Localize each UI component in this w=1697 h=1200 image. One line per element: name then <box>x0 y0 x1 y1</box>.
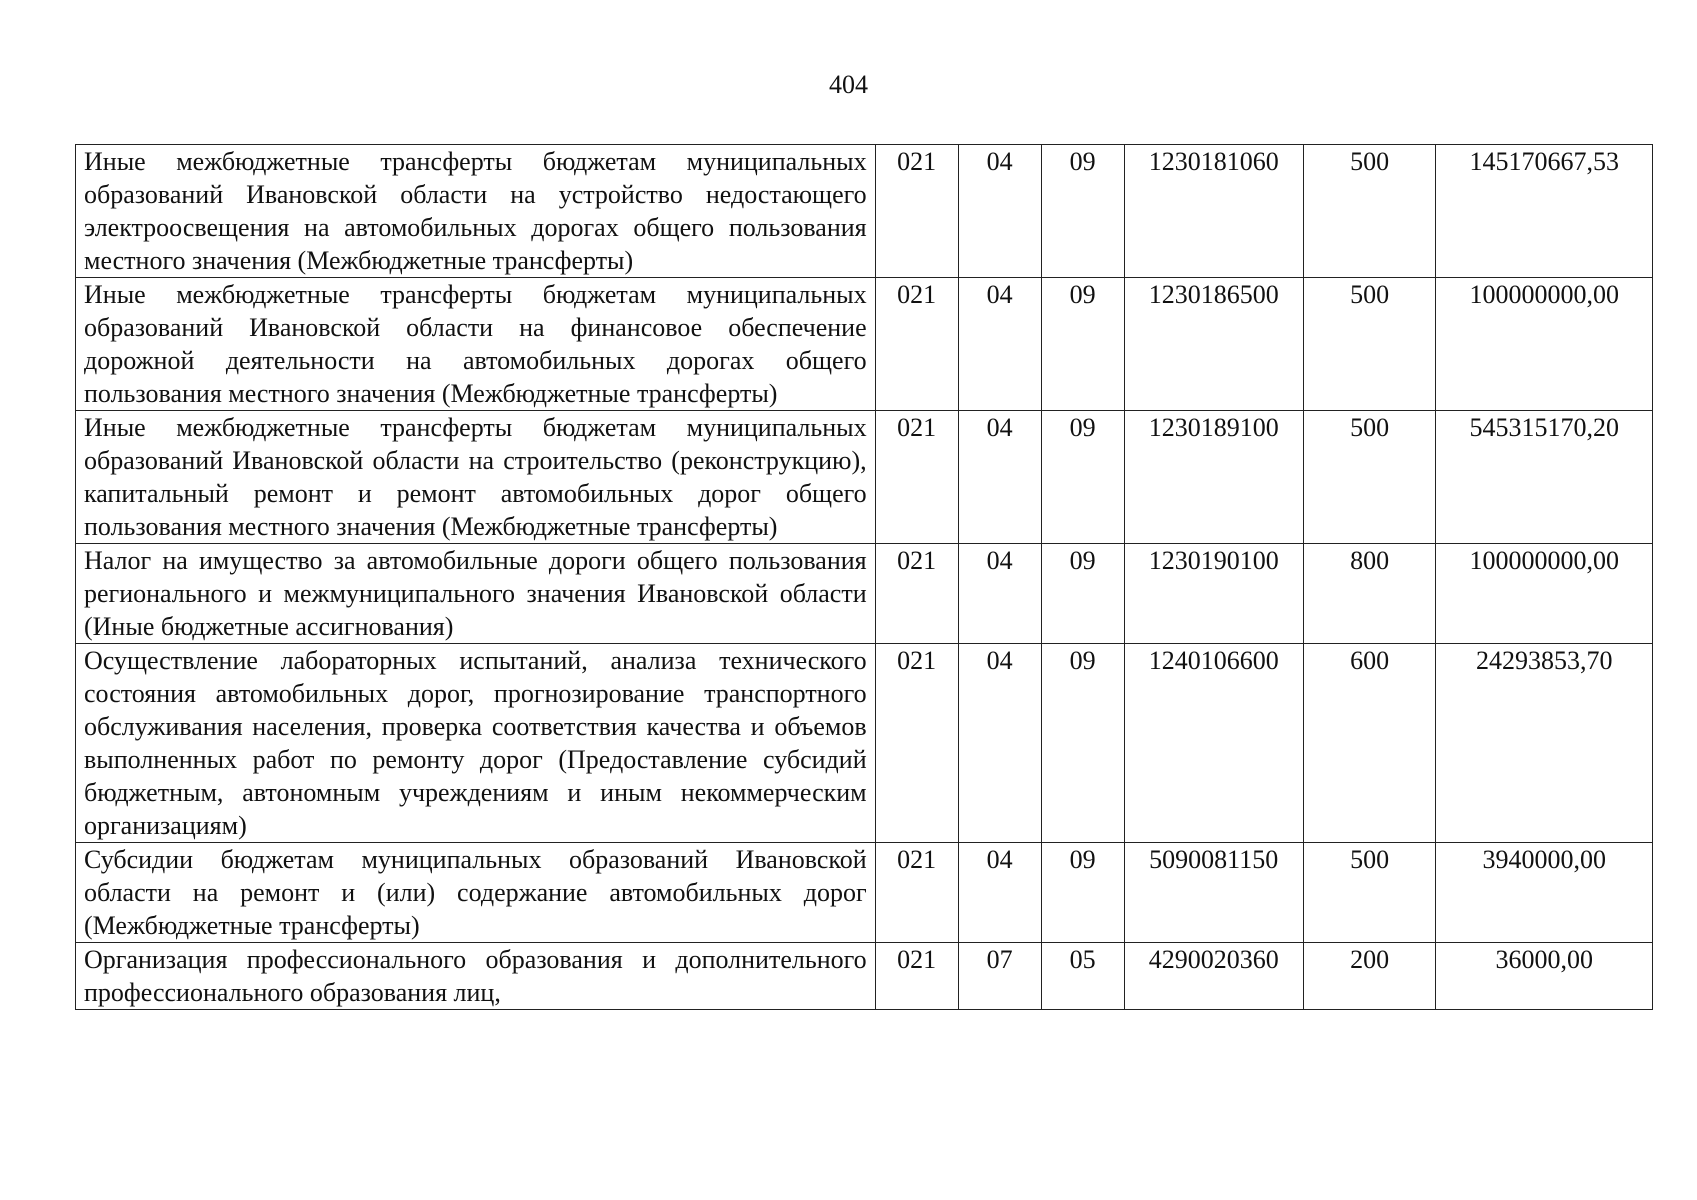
row-expense-type-code: 600 <box>1303 644 1436 843</box>
row-grbs-code: 021 <box>875 943 958 1010</box>
table-row <box>76 411 1653 544</box>
row-target-article-code: 1230189100 <box>1124 411 1303 544</box>
row-grbs-code: 021 <box>875 411 958 544</box>
row-target-article-code: 1230181060 <box>1124 145 1303 278</box>
row-amount: 100000000,00 <box>1436 278 1653 411</box>
row-description: Иные межбюджетные трансферты бюджетам муниципальных образований Ивановской области на строительство (реконструкцию), капитальный ремонт и ремонт автомобильных дорог общего пользования местного значения (Межбюджетные трансферты) <box>76 411 876 544</box>
row-grbs-code: 021 <box>875 644 958 843</box>
row-description <box>76 943 876 1010</box>
row-description: Иные межбюджетные трансферты бюджетам муниципальных образований Ивановской области на устройство недостающего электроосвещения на автомобильных дорогах общего пользования местного значения (Межбюджетные трансферты) <box>76 145 876 278</box>
row-section-code: 04 <box>958 278 1041 411</box>
row-subsection-code: 09 <box>1041 411 1124 544</box>
row-target-article-code: 1240106600 <box>1124 644 1303 843</box>
budget-table <box>75 144 1653 1010</box>
row-grbs-code: 021 <box>875 145 958 278</box>
table-row <box>76 943 1653 1010</box>
row-subsection-code: 09 <box>1041 843 1124 943</box>
table-row <box>76 644 1653 843</box>
page-number: 404 <box>829 70 868 99</box>
row-section-code: 04 <box>958 544 1041 644</box>
row-description: Субсидии бюджетам муниципальных образований Ивановской области на ремонт и (или) содержание автомобильных дорог (Межбюджетные трансферты) <box>76 843 876 943</box>
row-expense-type-code: 500 <box>1303 411 1436 544</box>
table-row <box>76 278 1653 411</box>
row-target-article-code: 5090081150 <box>1124 843 1303 943</box>
row-section-code: 04 <box>958 644 1041 843</box>
row-expense-type-code: 800 <box>1303 544 1436 644</box>
table-row <box>76 843 1653 943</box>
row-subsection-code: 09 <box>1041 145 1124 278</box>
row-description: Осуществление лабораторных испытаний, анализа технического состояния автомобильных дорог, прогнозирование транспортного обслуживания населения, проверка соответствия качества и объемов выполненных работ по ремонту дорог (Предоставление субсидий бюджетным, автономным учреждениям и иным некоммерческим организациям) <box>76 644 876 843</box>
row-subsection-code: 09 <box>1041 544 1124 644</box>
row-target-article-code: 4290020360 <box>1124 943 1303 1010</box>
table-row <box>76 544 1653 644</box>
row-section-code: 04 <box>958 145 1041 278</box>
row-amount: 145170667,53 <box>1436 145 1653 278</box>
row-subsection-code: 05 <box>1041 943 1124 1010</box>
row-amount: 3940000,00 <box>1436 843 1653 943</box>
row-description: Налог на имущество за автомобильные дороги общего пользования регионального и межмуниципального значения Ивановской области (Иные бюджетные ассигнования) <box>76 544 876 644</box>
row-description: Иные межбюджетные трансферты бюджетам муниципальных образований Ивановской области на финансовое обеспечение дорожной деятельности на автомобильных дорогах общего пользования местного значения (Межбюджетные трансферты) <box>76 278 876 411</box>
row-description-text: Организация профессионального образования и дополнительного профессионального образования лиц, <box>84 945 867 1007</box>
row-grbs-code: 021 <box>875 544 958 644</box>
row-section-code: 04 <box>958 843 1041 943</box>
row-target-article-code: 1230190100 <box>1124 544 1303 644</box>
row-amount: 36000,00 <box>1436 943 1653 1010</box>
row-amount: 100000000,00 <box>1436 544 1653 644</box>
row-section-code: 07 <box>958 943 1041 1010</box>
row-subsection-code: 09 <box>1041 644 1124 843</box>
row-grbs-code: 021 <box>875 278 958 411</box>
row-section-code: 04 <box>958 411 1041 544</box>
table-row <box>76 145 1653 278</box>
row-amount: 24293853,70 <box>1436 644 1653 843</box>
row-grbs-code: 021 <box>875 843 958 943</box>
row-expense-type-code: 500 <box>1303 278 1436 411</box>
row-expense-type-code: 500 <box>1303 843 1436 943</box>
row-subsection-code: 09 <box>1041 278 1124 411</box>
row-expense-type-code: 500 <box>1303 145 1436 278</box>
row-expense-type-code: 200 <box>1303 943 1436 1010</box>
row-amount: 545315170,20 <box>1436 411 1653 544</box>
row-target-article-code: 1230186500 <box>1124 278 1303 411</box>
